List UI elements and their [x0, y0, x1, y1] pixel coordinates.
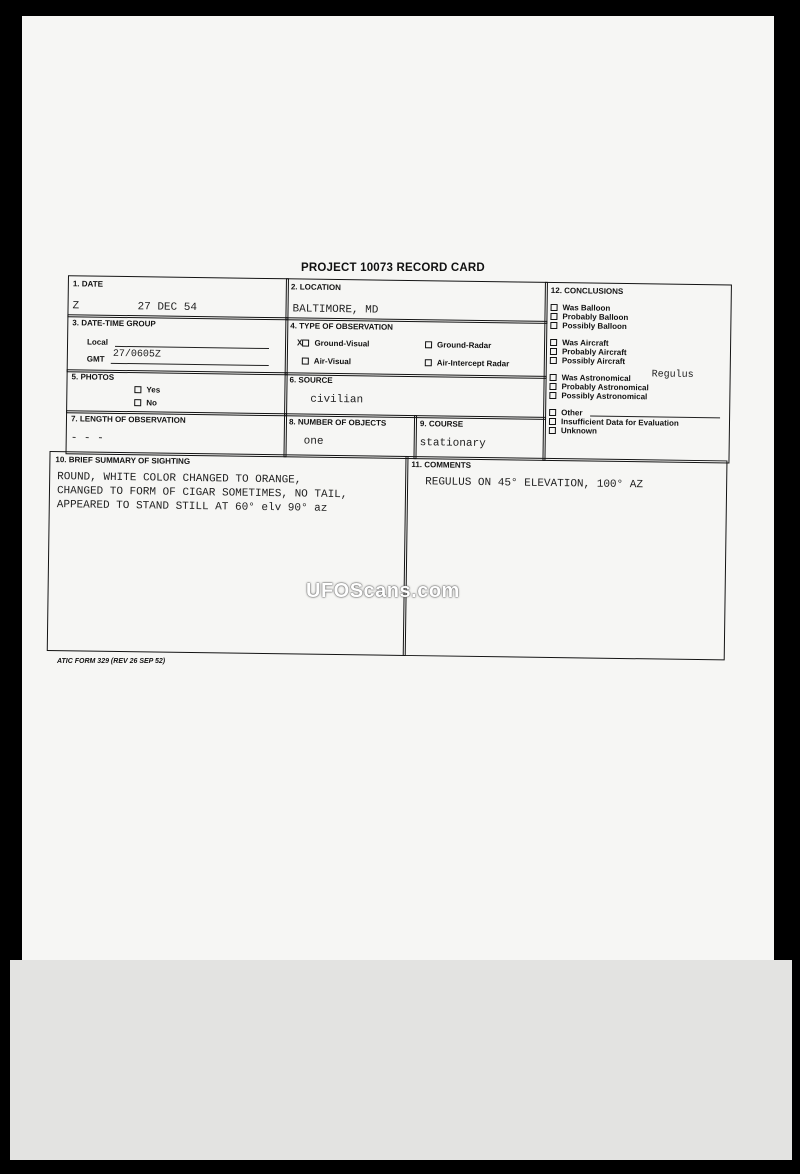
- conclusion-item: Was Balloon: [551, 303, 611, 313]
- conclusion-item: Insufficient Data for Evaluation: [549, 417, 679, 428]
- number-value: one: [303, 435, 324, 448]
- dtg-label: 3. DATE-TIME GROUP: [72, 318, 156, 329]
- ground-visual-option: X Ground-Visual: [296, 338, 370, 349]
- astronomical-note: Regulus: [651, 369, 694, 381]
- conclusion-item: Possibly Astronomical: [549, 391, 647, 401]
- checkbox-icon: [549, 392, 556, 399]
- conclusion-item: Other: [549, 408, 582, 417]
- number-label: 8. NUMBER OF OBJECTS: [288, 417, 387, 428]
- record-card: [47, 275, 730, 674]
- local-label: Local: [87, 337, 109, 347]
- checkbox-icon: [551, 304, 558, 311]
- summary-line: ROUND, WHITE COLOR CHANGED TO ORANGE,: [57, 471, 302, 487]
- comments-value: REGULUS ON 45° ELEVATION, 100° AZ: [425, 476, 644, 492]
- gmt-label: GMT: [86, 354, 105, 364]
- length-label: 7. LENGTH OF OBSERVATION: [70, 414, 186, 425]
- photos-label: 5. PHOTOS: [71, 372, 115, 382]
- conclusions-label: 12. CONCLUSIONS: [550, 285, 624, 296]
- gmt-value: 27/0605Z: [112, 348, 161, 361]
- source-label: 6. SOURCE: [289, 375, 333, 385]
- location-label: 2. LOCATION: [290, 282, 341, 293]
- checkbox-icon: [550, 339, 557, 346]
- ground-visual-mark: X: [296, 338, 303, 349]
- checkbox-icon: [425, 360, 432, 367]
- form-footer: ATIC FORM 329 (REV 26 SEP 52): [57, 658, 166, 665]
- checkbox-icon: [549, 409, 556, 416]
- air-intercept-option: Air-Intercept Radar: [425, 358, 510, 368]
- conclusion-item: Was Astronomical: [550, 373, 631, 383]
- conclusion-item: Probably Astronomical: [549, 382, 648, 392]
- checkbox-icon: [550, 348, 557, 355]
- checkbox-icon: [549, 383, 556, 390]
- date-zone: Z: [72, 300, 80, 313]
- air-visual-option: Air-Visual: [302, 356, 351, 366]
- summary-line: APPEARED TO STAND STILL AT 60° elv 90° az: [56, 499, 328, 515]
- course-label: 9. COURSE: [419, 419, 464, 429]
- checkbox-icon: [302, 358, 309, 365]
- length-value: - - -: [70, 432, 104, 445]
- conclusion-item: Probably Balloon: [550, 312, 628, 322]
- conclusion-item: Possibly Aircraft: [550, 356, 625, 366]
- checkbox-icon: [549, 427, 556, 434]
- photos-yes-option: Yes: [134, 385, 160, 394]
- conclusion-item: Unknown: [549, 426, 597, 436]
- card-title: PROJECT 10073 RECORD CARD: [301, 262, 485, 274]
- checkbox-icon: [134, 400, 141, 407]
- lower-scan-area: [10, 960, 792, 1160]
- comments-label: 11. COMMENTS: [411, 460, 472, 470]
- checkbox-icon: [302, 340, 309, 347]
- summary-line: CHANGED TO FORM OF CIGAR SOMETIMES, NO TAIL,: [56, 485, 348, 502]
- conclusion-item: Possibly Balloon: [550, 321, 627, 331]
- checkbox-icon: [549, 418, 556, 425]
- date-value: 27 DEC 54: [137, 301, 198, 315]
- course-value: stationary: [419, 437, 486, 451]
- checkbox-icon: [550, 374, 557, 381]
- location-value: BALTIMORE, MD: [292, 303, 379, 317]
- date-label: 1. DATE: [72, 279, 104, 289]
- checkbox-icon: [550, 322, 557, 329]
- checkbox-icon: [550, 357, 557, 364]
- type-label: 4. TYPE OF OBSERVATION: [290, 321, 394, 332]
- summary-label: 10. BRIEF SUMMARY OF SIGHTING: [55, 455, 191, 466]
- ground-radar-option: Ground-Radar: [425, 340, 491, 350]
- conclusion-item: Probably Aircraft: [550, 347, 627, 357]
- photos-no-option: No: [134, 398, 157, 407]
- checkbox-icon: [134, 387, 141, 394]
- watermark: UFOScans.com: [306, 580, 460, 602]
- conclusion-item: Was Aircraft: [550, 338, 609, 348]
- checkbox-icon: [550, 313, 557, 320]
- checkbox-icon: [425, 342, 432, 349]
- source-value: civilian: [310, 393, 364, 407]
